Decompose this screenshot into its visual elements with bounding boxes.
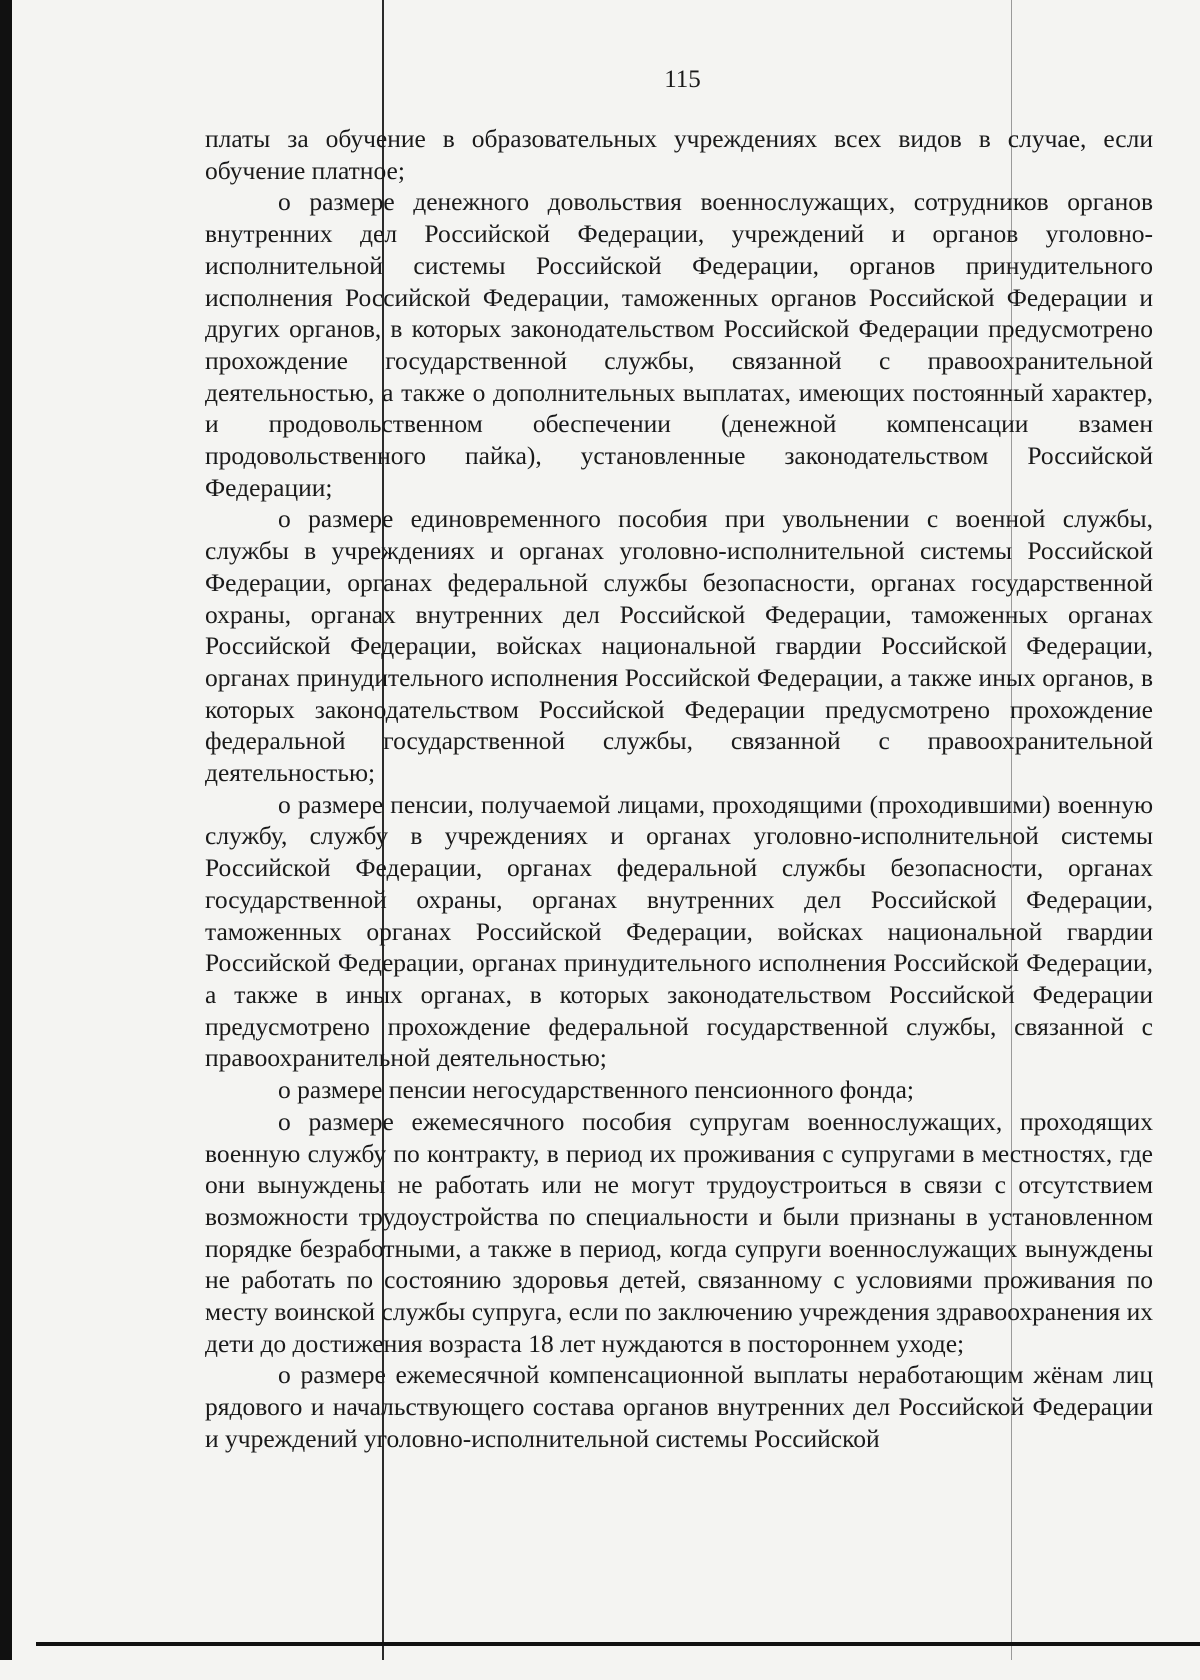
paragraph: о размере пенсии негосударственного пенсионного фонда;	[278, 1075, 915, 1105]
paragraph: о размере ежемесячного пособия супругам военнослужащих, проходящих военную службу по контракту, в период их проживания с супругами в местностях, где они вынуждены не работать или не могут трудоустроиться в связи с отсутствием возможности трудоустройства по специальности и были признаны в установленном порядке безработными, а также в период, когда супруги военнослужащих вынуждены не работать по состоянию здоровья детей, связанному с условиями проживания по месту воинской службы супруга, если по заключению учреждения здравоохранения их дети до достижения возраста 18 лет нуждаются в постороннем уходе;	[205, 1106, 1153, 1358]
document-body	[205, 123, 1153, 1455]
paragraph: платы за обучение в образовательных учреждениях всех видов в случае, если обучение платное;	[205, 124, 1153, 185]
paragraph: о размере денежного довольствия военнослужащих, сотрудников органов внутренних дел Российской Федерации, учреждений и органов уголовно-исполнительной системы Российской Федерации, органов принудительного исполнения Российской Федерации, таможенных органов Российской Федерации и других органов, в которых законодательством Российской Федерации предусмотрено прохождение государственной службы, связанной с правоохранительной деятельностью, а также о дополнительных выплатах, имеющих постоянный характер, и продовольственном обеспечении (денежной компенсации взамен продовольственного пайка), установленные законодательством Российской Федерации;	[205, 187, 1153, 502]
paragraph: о размере ежемесячной компенсационной выплаты неработающим жёнам лиц рядового и начальствующего состава органов внутренних дел Российской Федерации и учреждений уголовно-исполнительной системы Российской	[205, 1360, 1153, 1453]
page-number: 115	[664, 66, 701, 93]
scan-left-border	[0, 0, 12, 1660]
scan-bottom-border	[36, 1642, 1200, 1646]
paragraph: о размере единовременного пособия при увольнении с военной службы, службы в учреждениях и органах уголовно-исполнительной системы Российской Федерации, органах федеральной службы безопасности, органах государственной охраны, органах внутренних дел Российской Федерации, таможенных органах Российской Федерации, войсках национальной гвардии Российской Федерации, органах принудительного исполнения Российской Федерации, а также иных органов, в которых законодательством Российской Федерации предусмотрено прохождение федеральной государственной службы, связанной с правоохранительной деятельностью;	[205, 504, 1153, 788]
paragraph: о размере пенсии, получаемой лицами, проходящими (проходившими) военную службу, службу в учреждениях и органах уголовно-исполнительной системы Российской Федерации, органах федеральной службы безопасности, органах государственной охраны, органах внутренних дел Российской Федерации, таможенных органах Российской Федерации, войсках национальной гвардии Российской Федерации, органах принудительного исполнения Российской Федерации, а также в иных органах, в которых законодательством Российской Федерации предусмотрено прохождение федеральной государственной службы, связанной с правоохранительной деятельностью;	[205, 789, 1153, 1073]
